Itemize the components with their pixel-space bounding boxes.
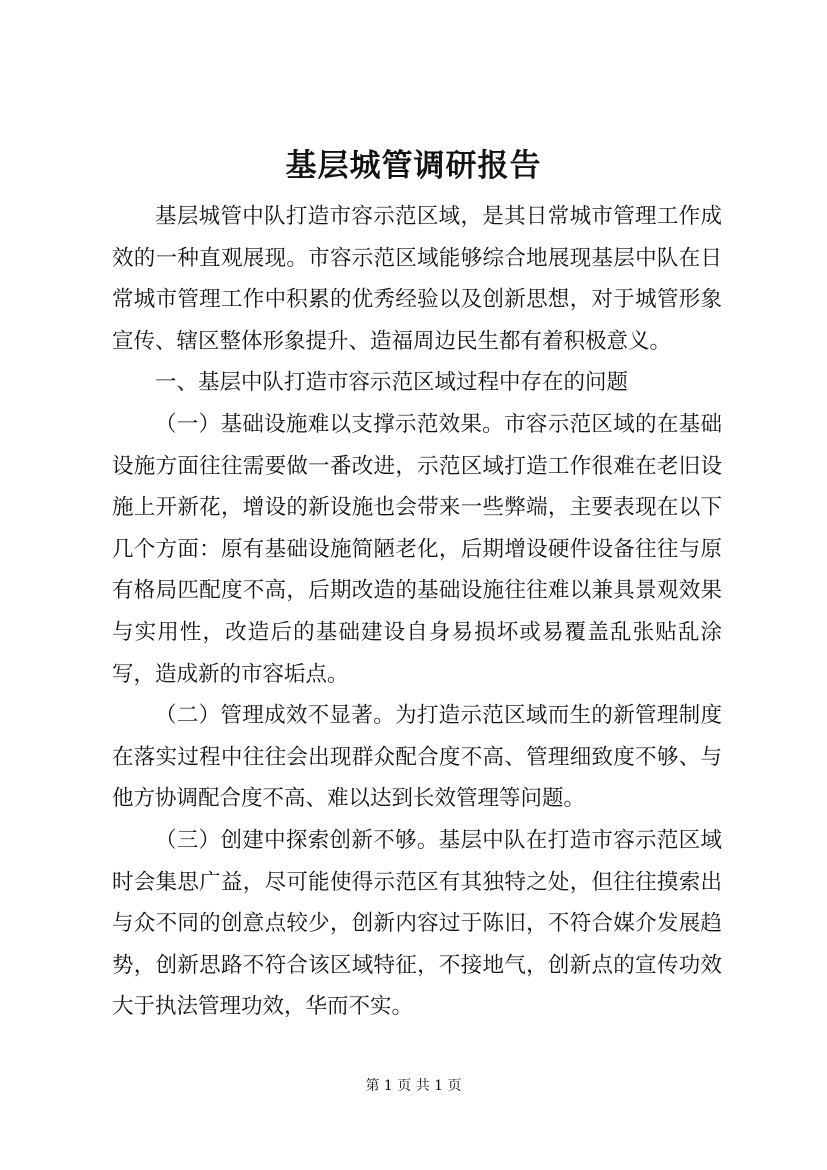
issue-paragraph-3: （三）创建中探索创新不够。基层中队在打造市容示范区域时会集思广益，尽可能使得示范区有其独特之处，但往往摸索出与众不同的创意点较少，创新内容过于陈旧，不符合媒介发展趋势，创新思路不符合该区域特征，不接地气，创新点的宣传功效大于执法管理功效，华而不实。 <box>112 827 722 1020</box>
page-footer: 第 1 页 共 1 页 <box>365 1078 462 1094</box>
issue-paragraph-1: （一）基础设施难以支撑示范效果。市容示范区域的在基础设施方面往往需要做一番改进，示范区域打造工作很难在老旧设施上开新花，增设的新设施也会带来一些弊端，主要表现在以下几个方面：原有基础设施简陋老化，后期增设硬件设备往往与原有格局匹配度不高，后期改造的基础设施往往难以兼具景观效果与实用性，改造后的基础建设自身易损坏或易覆盖乱张贴乱涂写，造成新的市容垢点。 <box>112 411 722 687</box>
document-title: 基层城管调研报告 <box>285 148 542 184</box>
document-body <box>112 196 722 1028</box>
intro-paragraph: 基层城管中队打造市容示范区域，是其日常城市管理工作成效的一种直观展现。市容示范区域能够综合地展现基层中队在日常城市管理工作中积累的优秀经验以及创新思想，对于城管形象宣传、辖区整体形象提升、造福周边民生都有着积极意义。 <box>112 204 722 354</box>
section-heading: 一、基层中队打造市容示范区域过程中存在的问题 <box>155 370 629 396</box>
issue-paragraph-2: （二）管理成效不显著。为打造示范区域而生的新管理制度在落实过程中往往会出现群众配合度不高、管理细致度不够、与他方协调配合度不高、难以达到长效管理等问题。 <box>112 703 722 812</box>
